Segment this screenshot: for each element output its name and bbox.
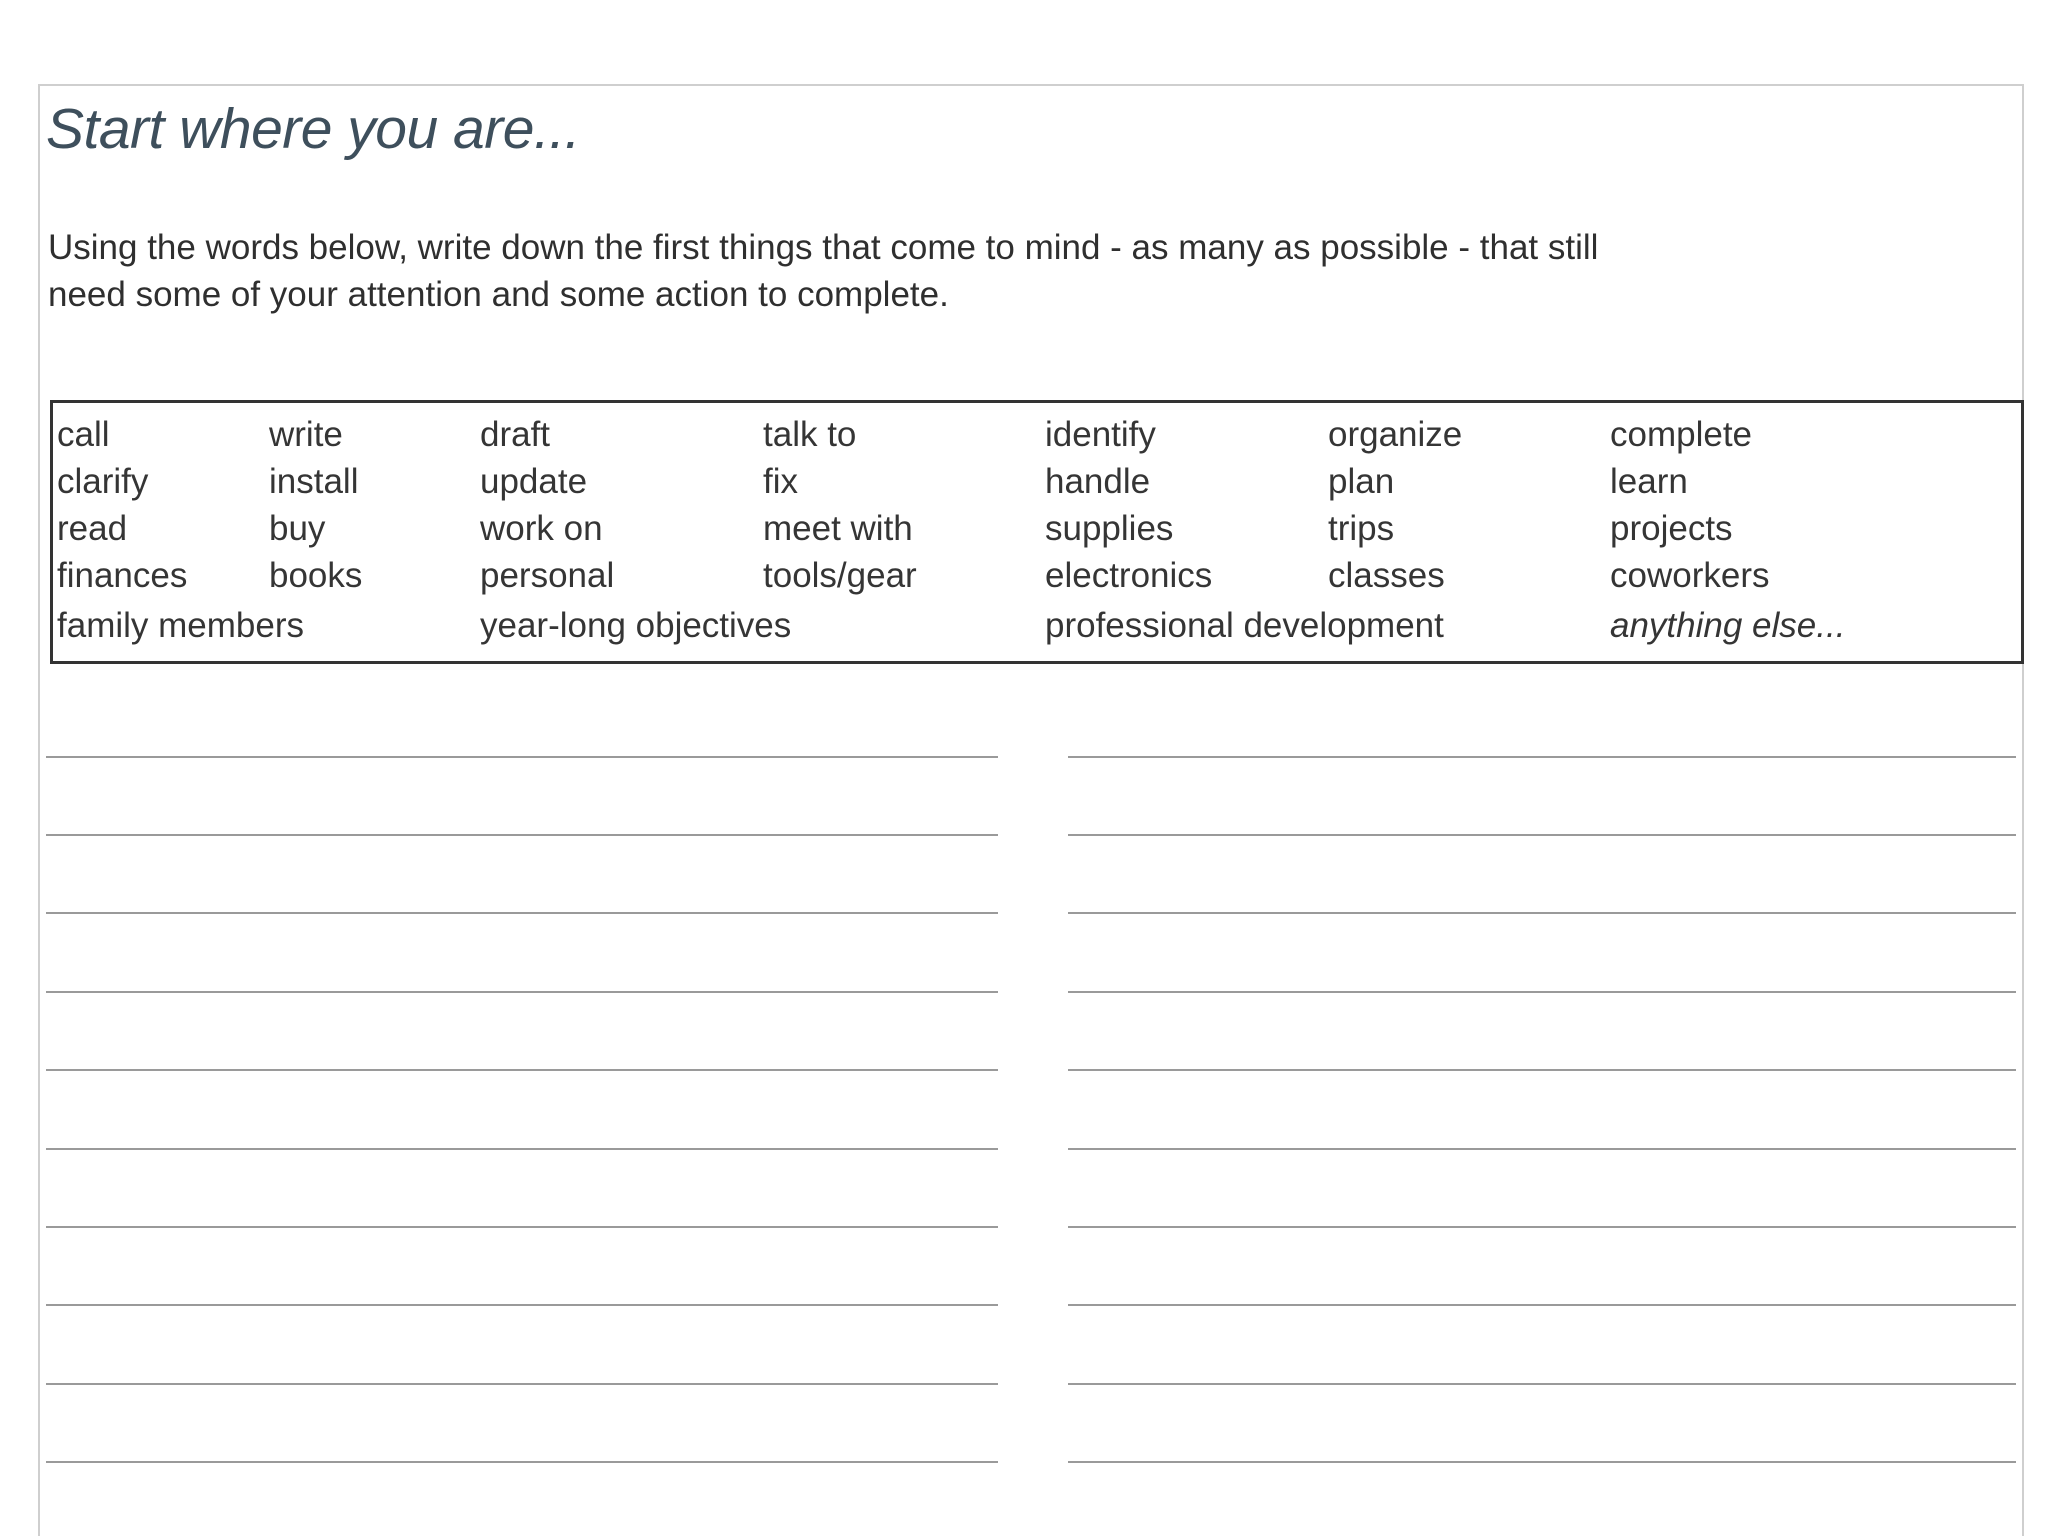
writing-line-left bbox=[46, 1069, 998, 1071]
word-prompt-box bbox=[50, 400, 2024, 664]
worksheet bbox=[38, 84, 2024, 1536]
prompt-word: organize bbox=[1328, 415, 1463, 454]
writing-line-right bbox=[1068, 1069, 2016, 1071]
writing-line-right bbox=[1068, 834, 2016, 836]
writing-line-right bbox=[1068, 1148, 2016, 1150]
prompt-word: talk to bbox=[763, 415, 857, 454]
prompt-word: call bbox=[57, 415, 110, 454]
page-title: Start where you are... bbox=[46, 97, 580, 161]
writing-line-left bbox=[46, 756, 998, 758]
prompt-word: family members bbox=[57, 606, 304, 645]
prompt-word: read bbox=[57, 509, 128, 548]
prompt-word: identify bbox=[1045, 415, 1156, 454]
prompt-word: plan bbox=[1328, 462, 1395, 501]
prompt-word: electronics bbox=[1045, 556, 1213, 595]
prompt-word: year-long objectives bbox=[480, 606, 792, 645]
writing-line-left bbox=[46, 991, 998, 993]
writing-line-right bbox=[1068, 1304, 2016, 1306]
writing-line-right bbox=[1068, 991, 2016, 993]
instructions bbox=[48, 224, 2008, 318]
instructions-line-1: Using the words below, write down the first things that come to mind - as many as possible - that still bbox=[48, 228, 1599, 267]
writing-line-right bbox=[1068, 756, 2016, 758]
writing-line-left bbox=[46, 1226, 998, 1228]
prompt-word: tools/gear bbox=[763, 556, 917, 595]
writing-line-right bbox=[1068, 1226, 2016, 1228]
writing-line-left bbox=[46, 834, 998, 836]
prompt-word: complete bbox=[1610, 415, 1753, 454]
prompt-word: finances bbox=[57, 556, 188, 595]
instructions-line-2: need some of your attention and some action to complete. bbox=[48, 275, 949, 314]
prompt-word: clarify bbox=[57, 462, 149, 501]
prompt-word: coworkers bbox=[1610, 556, 1770, 595]
prompt-word: projects bbox=[1610, 509, 1733, 548]
prompt-word: draft bbox=[480, 415, 551, 454]
prompt-word: fix bbox=[763, 462, 798, 501]
writing-line-left bbox=[46, 1461, 998, 1463]
writing-line-right bbox=[1068, 1461, 2016, 1463]
prompt-word: trips bbox=[1328, 509, 1395, 548]
prompt-word: meet with bbox=[763, 509, 913, 548]
writing-line-left bbox=[46, 1148, 998, 1150]
prompt-word: work on bbox=[480, 509, 603, 548]
prompt-word: install bbox=[269, 462, 359, 501]
writing-line-right bbox=[1068, 912, 2016, 914]
prompt-word: write bbox=[269, 415, 343, 454]
writing-line-left bbox=[46, 1304, 998, 1306]
prompt-word: update bbox=[480, 462, 588, 501]
prompt-word: books bbox=[269, 556, 363, 595]
prompt-word: anything else... bbox=[1610, 606, 1846, 645]
prompt-word: personal bbox=[480, 556, 615, 595]
prompt-word: supplies bbox=[1045, 509, 1174, 548]
prompt-word: learn bbox=[1610, 462, 1688, 501]
writing-line-right bbox=[1068, 1383, 2016, 1385]
writing-line-left bbox=[46, 1383, 998, 1385]
prompt-word: buy bbox=[269, 509, 326, 548]
prompt-word: classes bbox=[1328, 556, 1445, 595]
prompt-word: professional development bbox=[1045, 606, 1444, 645]
writing-line-left bbox=[46, 912, 998, 914]
prompt-word: handle bbox=[1045, 462, 1151, 501]
